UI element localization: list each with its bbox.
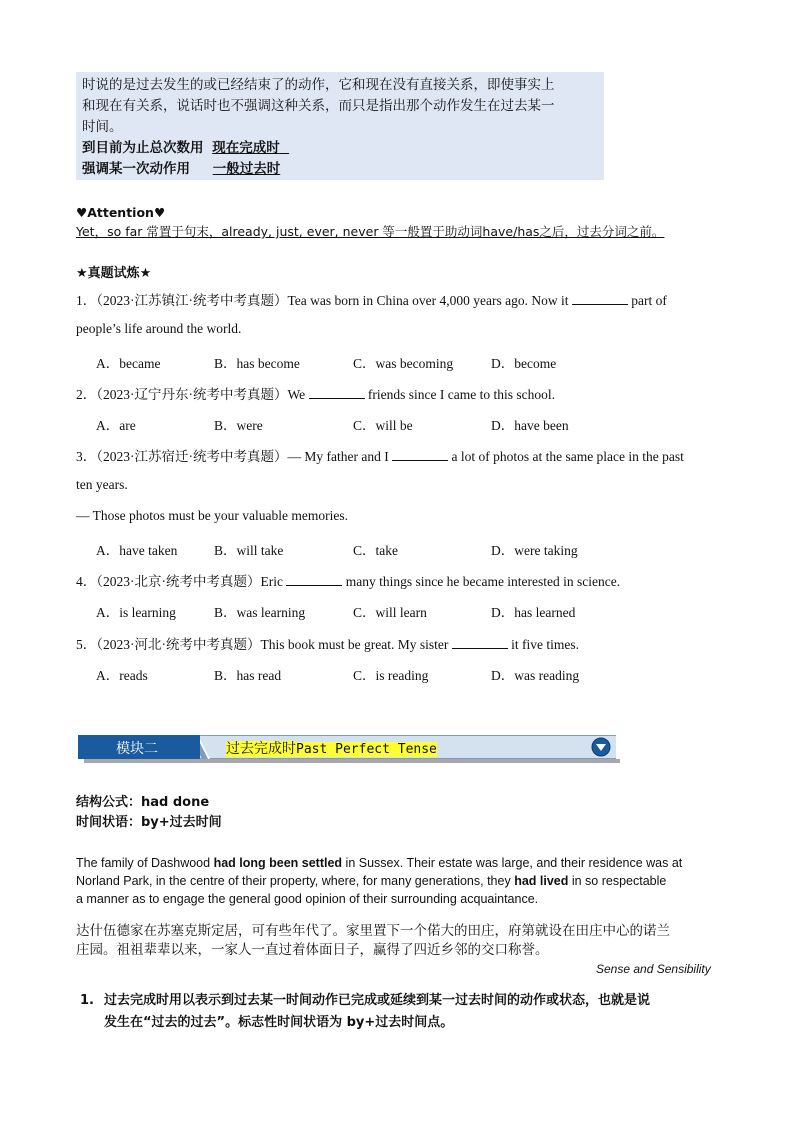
- option-b[interactable]: B．were: [214, 418, 263, 433]
- banner-tab-edge: [186, 735, 200, 759]
- answer-blank[interactable]: [572, 292, 628, 305]
- rule-1-number: 1.: [80, 993, 94, 1008]
- module-title-en: Past Perfect Tense: [296, 742, 437, 757]
- option-d[interactable]: D．were taking: [491, 543, 578, 558]
- info-row-2: [82, 159, 280, 180]
- option-d[interactable]: D．become: [491, 356, 557, 371]
- option-a[interactable]: A．have taken: [96, 543, 178, 558]
- option-d[interactable]: D．has learned: [491, 605, 576, 620]
- question-4-text: 4．（2023·北京·统考中考真题）Eric: [76, 574, 283, 589]
- option-c[interactable]: C．was becoming: [353, 356, 454, 371]
- info-line-1: 时说的是过去发生的或已经结束了的动作，它和现在没有直接关系，即使事实上: [82, 77, 555, 93]
- passage-text: The family of Dashwood: [76, 856, 214, 870]
- passage-en-line-3: a manner as to engage the general good opinion of their surrounding acquaintance.: [76, 892, 539, 906]
- option-b[interactable]: B．was learning: [214, 605, 306, 620]
- passage-text: Norland Park, in the centre of their property, where, for many generations, they: [76, 874, 515, 888]
- option-a[interactable]: A．became: [96, 356, 161, 371]
- question-3-stem-line3: — Those photos must be your valuable memories.: [76, 508, 348, 523]
- option-c[interactable]: C．take: [353, 543, 398, 558]
- info-row-2-label: 强调某一次动作用: [82, 161, 190, 177]
- module-label: 模块二: [116, 741, 158, 757]
- question-3-stem-line2: ten years.: [76, 477, 128, 492]
- passage-source: Sense and Sensibility: [596, 962, 711, 976]
- option-b[interactable]: B．has become: [214, 356, 300, 371]
- question-4-stem: [76, 570, 620, 590]
- question-1-stem-line2: people’s life around the world.: [76, 321, 242, 336]
- question-5-stem: [76, 633, 579, 653]
- structure-adverbial: 时间状语：by+过去时间: [76, 815, 222, 830]
- module-banner-shadow: [84, 759, 620, 763]
- question-4-text-after: many things since he became interested in science.: [345, 574, 621, 589]
- question-3-stem: [76, 445, 684, 465]
- answer-blank[interactable]: [452, 636, 508, 649]
- question-3-text: 3．（2023·江苏宿迁·统考中考真题）— My father and I: [76, 449, 389, 464]
- option-a[interactable]: A．reads: [96, 668, 148, 683]
- question-2-text-after: friends since I came to this school.: [367, 387, 555, 402]
- option-a[interactable]: A．is learning: [96, 605, 176, 620]
- rule-1-line-1: 过去完成时用以表示到过去某一时间动作已完成或延续到某一过去时间的动作或状态，也就是说: [104, 993, 651, 1008]
- info-line-2: 和现在有关系，说话时也不强调这种关系，而只是指出那个动作发生在过去某一: [82, 98, 555, 114]
- question-2-text: 2．（2023·辽宁丹东·统考中考真题）We: [76, 387, 306, 402]
- rule-1-line-2: 发生在“过去的过去”。标志性时间状语为 by+过去时间点。: [104, 1015, 454, 1030]
- passage-text: in so respectable: [568, 874, 667, 888]
- attention-text: Yet，so far 常置于句末，already, just, ever, never 等一般置于助动词have/has之后，过去分词之前。: [76, 224, 665, 239]
- option-c[interactable]: C．will learn: [353, 605, 427, 620]
- option-c[interactable]: C．will be: [353, 418, 413, 433]
- module-title: [226, 738, 437, 758]
- option-d[interactable]: D．was reading: [491, 668, 580, 683]
- question-5-text: 5．（2023·河北·统考中考真题）This book must be great. My sister: [76, 637, 449, 652]
- info-row-2-value: 一般过去时: [212, 161, 281, 177]
- info-row-1-label: 到目前为止总次数用: [82, 140, 204, 156]
- question-2-stem: [76, 383, 555, 403]
- option-d[interactable]: D．have been: [491, 418, 569, 433]
- answer-blank[interactable]: [392, 448, 448, 461]
- module-label-tab: [78, 735, 200, 759]
- answer-blank[interactable]: [309, 386, 365, 399]
- passage-en-line-1: [76, 854, 682, 872]
- option-b[interactable]: B．has read: [214, 668, 282, 683]
- info-row-1: [82, 138, 289, 159]
- passage-text: in Sussex. Their estate was large, and their residence was at: [342, 856, 683, 870]
- option-c[interactable]: C．is reading: [353, 668, 429, 683]
- question-3-text-after: a lot of photos at the same place in the past: [451, 449, 684, 464]
- info-row-1-value: 现在完成时: [212, 140, 280, 156]
- question-1-stem: [76, 289, 667, 309]
- chevron-down-icon[interactable]: [591, 737, 611, 757]
- module-title-cn: 过去完成时: [226, 741, 296, 757]
- passage-cn-line-1: 达什伍德家在苏塞克斯定居，可有些年代了。家里置下一个偌大的田庄，府第就设在田庄中心的诺兰: [76, 923, 670, 939]
- info-line-3: 时间。: [82, 119, 123, 135]
- attention-title: ♥Attention♥: [76, 205, 166, 220]
- passage-en-line-2: [76, 872, 666, 890]
- exercise-title: ★真题试炼★: [76, 266, 152, 281]
- option-a[interactable]: A．are: [96, 418, 136, 433]
- question-1-text-after: part of: [631, 293, 667, 308]
- passage-highlight: had lived: [514, 874, 569, 888]
- passage-highlight: had long been settled: [213, 856, 343, 870]
- answer-blank[interactable]: [286, 573, 342, 586]
- option-b[interactable]: B．will take: [214, 543, 284, 558]
- question-1-text: 1．（2023·江苏镇江·统考中考真题）Tea was born in China over 4,000 years ago. Now it: [76, 293, 569, 308]
- question-5-text-after: it five times.: [511, 637, 579, 652]
- passage-cn-line-2: 庄园。祖祖辈辈以来，一家人一直过着体面日子，赢得了四近乡邻的交口称誉。: [76, 942, 549, 958]
- structure-formula: 结构公式：had done: [76, 795, 210, 810]
